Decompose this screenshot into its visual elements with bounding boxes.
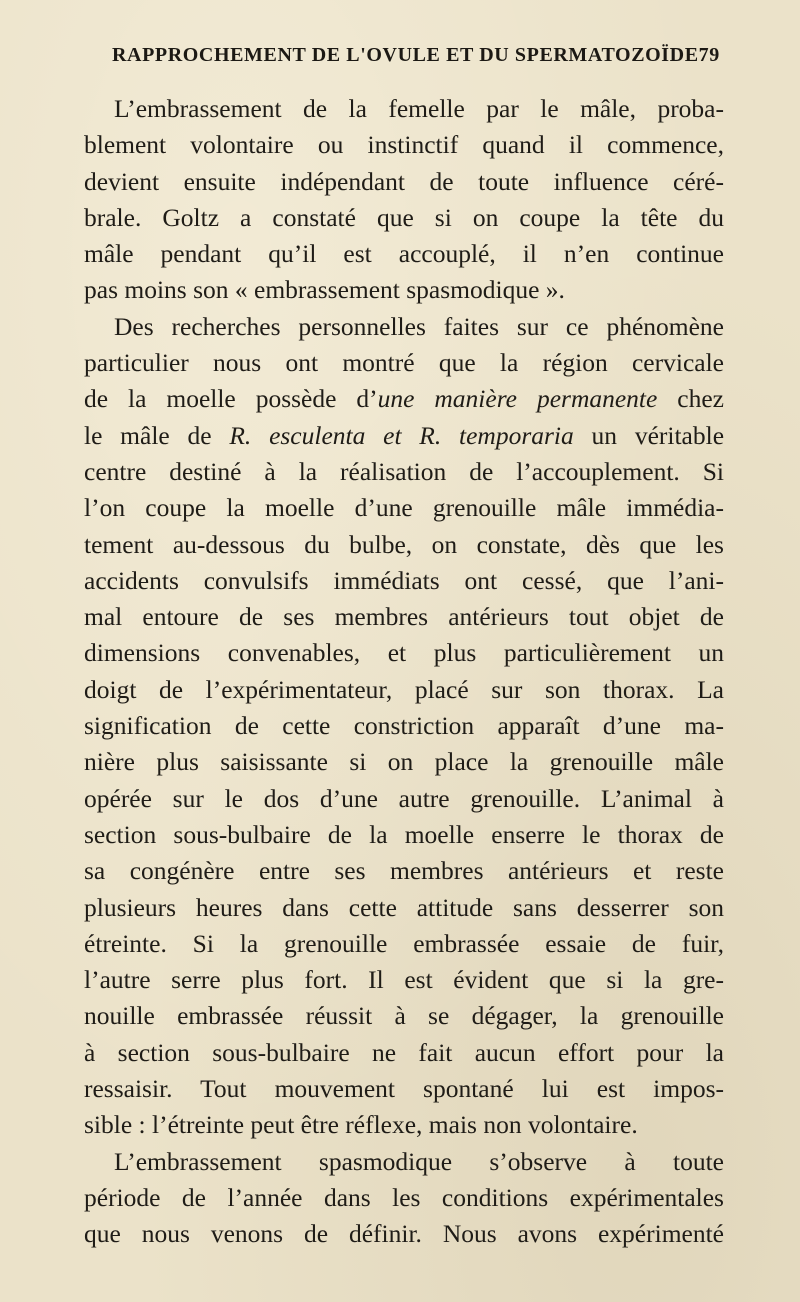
text-line	[84, 127, 724, 163]
text-fragment: période de l’année dans les conditions expérimentales	[84, 1182, 724, 1212]
italic-text-fragment: une manière permanente	[377, 384, 658, 414]
text-fragment: dimensions convenables, et plus particulièrement un	[84, 638, 724, 668]
text-line	[84, 345, 724, 381]
text-fragment: signification de cette constriction apparaît d’une ma-	[84, 711, 724, 741]
text-fragment: étreinte. Si la grenouille embrassée essaie de fuir,	[84, 928, 724, 958]
text-line	[84, 309, 724, 345]
text-fragment: de la moelle possède d’	[84, 384, 378, 414]
text-fragment: que nous venons de définir. Nous avons expérimenté	[84, 1219, 724, 1249]
text-fragment: sible : l’étreinte peut être réflexe, mais non volontaire.	[84, 1110, 638, 1140]
body-text	[84, 91, 724, 1253]
text-line	[84, 527, 724, 563]
text-fragment: ressaisir. Tout mouvement spontané lui est impos-	[84, 1074, 724, 1104]
text-line	[84, 418, 724, 454]
text-fragment: sa congénère entre ses membres antérieurs et reste	[84, 856, 724, 886]
text-line	[84, 599, 724, 635]
page-number: 79	[698, 44, 720, 66]
text-fragment: blement volontaire ou instinctif quand il commence,	[84, 130, 724, 160]
text-fragment: L’embrassement spasmodique s’observe à toute	[114, 1146, 724, 1176]
text-line	[84, 563, 724, 599]
text-line	[84, 490, 724, 526]
text-line	[84, 672, 724, 708]
text-fragment: nière plus saisissante si on place la grenouille mâle	[84, 747, 724, 777]
text-fragment: centre destiné à la réalisation de l’accouplement. Si	[84, 456, 724, 486]
text-line	[84, 236, 724, 272]
text-fragment: le mâle de	[84, 420, 230, 450]
italic-text-fragment: R. esculenta et R. temporaria	[229, 420, 574, 450]
text-fragment: pas moins son « embrassement spasmodique ».	[84, 275, 565, 305]
text-line	[84, 962, 724, 998]
text-fragment: tement au-dessous du bulbe, on constate, dès que les	[84, 529, 724, 559]
text-fragment: accidents convulsifs immédiats ont cessé, que l’ani-	[84, 565, 724, 595]
text-line	[84, 635, 724, 671]
text-fragment: brale. Goltz a constaté que si on coupe la tête du	[84, 202, 724, 232]
text-fragment: un véritable	[573, 420, 725, 450]
text-line	[84, 926, 724, 962]
text-line	[84, 708, 724, 744]
text-line	[84, 1180, 724, 1216]
text-fragment: devient ensuite indépendant de toute influence céré-	[84, 166, 724, 196]
text-fragment: mâle pendant qu’il est accouplé, il n’en continue	[84, 239, 724, 269]
running-title: RAPPROCHEMENT DE L'OVULE ET DU SPERMATOZOÏDE	[112, 44, 699, 66]
text-fragment: Des recherches personnelles faites sur ce phénomène	[114, 311, 724, 341]
text-line	[84, 853, 724, 889]
text-fragment: L’embrassement de la femelle par le mâle, proba-	[114, 94, 724, 123]
text-line	[84, 744, 724, 780]
text-line	[84, 1144, 724, 1180]
text-fragment: chez	[657, 384, 724, 414]
text-fragment: section sous-bulbaire de la moelle enserre le thorax de	[84, 819, 724, 849]
text-fragment: doigt de l’expérimentateur, placé sur son thorax. La	[84, 674, 724, 704]
text-line	[84, 164, 724, 200]
text-fragment: à section sous-bulbaire ne fait aucun effort pour la	[84, 1037, 724, 1067]
text-line	[84, 1107, 724, 1143]
text-line	[84, 272, 724, 308]
text-line	[84, 781, 724, 817]
text-fragment: plusieurs heures dans cette attitude sans desserrer son	[84, 892, 724, 922]
text-fragment: l’on coupe la moelle d’une grenouille mâle immédia-	[84, 493, 724, 523]
text-line	[84, 1035, 724, 1071]
text-line	[84, 200, 724, 236]
text-line	[84, 454, 724, 490]
text-line	[84, 998, 724, 1034]
text-fragment: opérée sur le dos d’une autre grenouille. L’animal à	[84, 783, 724, 813]
text-line	[84, 890, 724, 926]
text-line	[84, 381, 724, 417]
text-line	[84, 1071, 724, 1107]
running-head	[112, 44, 720, 84]
text-fragment: l’autre serre plus fort. Il est évident que si la gre-	[84, 965, 724, 995]
text-line	[84, 817, 724, 853]
text-fragment: mal entoure de ses membres antérieurs tout objet de	[84, 602, 724, 632]
text-fragment: nouille embrassée réussit à se dégager, la grenouille	[84, 1001, 724, 1031]
text-fragment: particulier nous ont montré que la région cervicale	[84, 348, 724, 378]
text-line	[84, 91, 724, 127]
text-line	[84, 1216, 724, 1252]
